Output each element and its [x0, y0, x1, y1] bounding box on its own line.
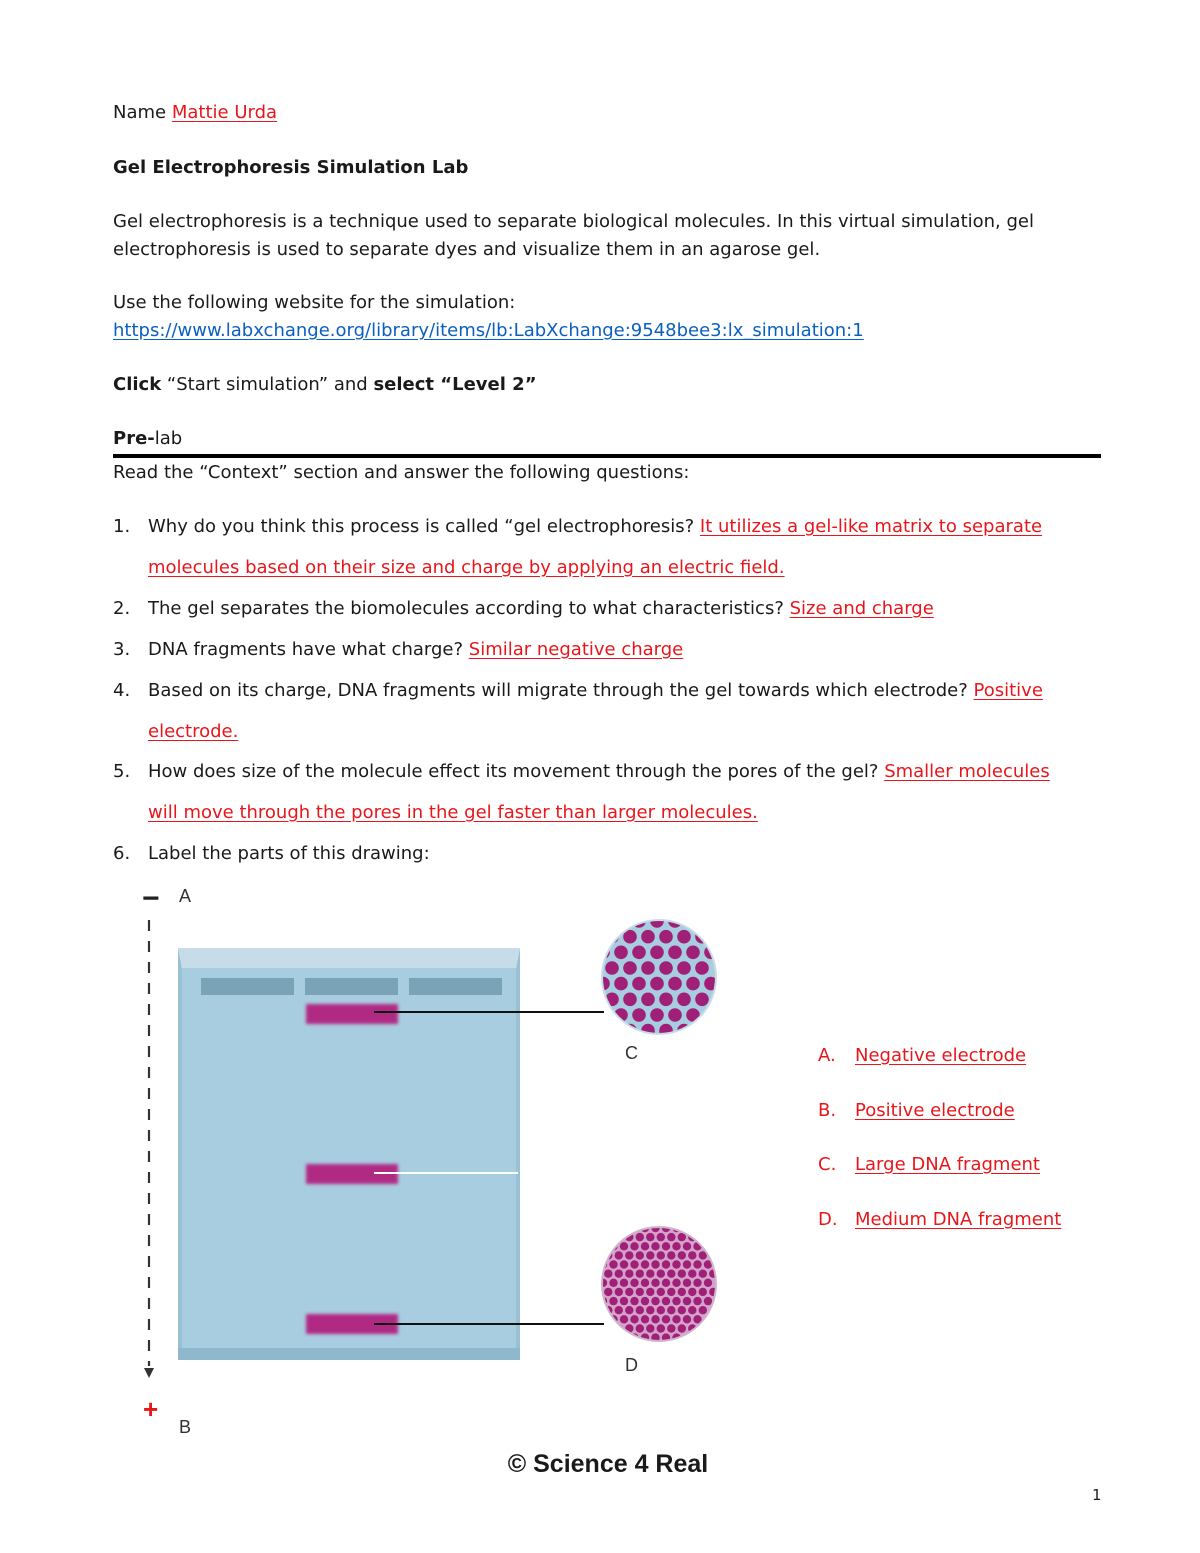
gel-pore-dot [615, 1251, 623, 1259]
section-divider [113, 454, 1101, 458]
diagram-label-b: B [179, 1417, 192, 1437]
gel-pore-dot [609, 1297, 617, 1305]
gel-pore-dot [630, 1315, 638, 1323]
diagram-label-a: A [179, 886, 192, 906]
gel-pore-dot [625, 1306, 633, 1314]
question-number: 4. [113, 680, 131, 701]
question-text: How does size of the molecule effect its movement through the pores of the gel? [148, 761, 879, 782]
gel-pore-dot [651, 1315, 659, 1323]
gel-pore-dot [605, 961, 619, 975]
label-answer-text: Large DNA fragment [855, 1154, 1040, 1175]
gel-pore-dot [651, 1242, 659, 1250]
gel-pore-dot [667, 1251, 675, 1259]
gel-pore-dot [646, 1270, 654, 1278]
gel-pore-dot [699, 1270, 707, 1278]
gel-pore-dot [688, 1251, 696, 1259]
gel-pore-dot [615, 1288, 623, 1296]
gel-pore-dot [672, 1297, 680, 1305]
gel-pore-dot [662, 1297, 670, 1305]
migration-arrow-head [144, 1368, 154, 1378]
gel-pore-dot [646, 1233, 654, 1241]
gel-pore-dot [636, 1270, 644, 1278]
gel-pore-dot [672, 1242, 680, 1250]
gel-pore-dot [678, 1306, 686, 1314]
gel-pore-dot [625, 1251, 633, 1259]
gel-pore-dot [657, 1288, 665, 1296]
gel-pore-dot [615, 1270, 623, 1278]
gel-pore-dot [659, 993, 673, 1007]
label-answer-text: Medium DNA fragment [855, 1209, 1062, 1230]
question-number: 5. [113, 761, 131, 782]
gel-pore-dot [641, 1297, 649, 1305]
gel-pore-dot [678, 1288, 686, 1296]
dna-band-large [306, 1004, 398, 1024]
gel-pore-dot [641, 1024, 655, 1038]
gel-pore-dot [695, 961, 709, 975]
gel-pore-dot [604, 1270, 612, 1278]
gel-pore-dot [614, 946, 628, 960]
negative-sign: − [142, 882, 160, 915]
page-title: Gel Electrophoresis Simulation Lab [113, 157, 469, 178]
gel-pore-dot [641, 961, 655, 975]
gel-pore-dot [625, 1270, 633, 1278]
gel-pore-dot [636, 1288, 644, 1296]
gel-pore-dot [668, 946, 682, 960]
gel-pore-dot [604, 1288, 612, 1296]
gel-pore-dot [686, 977, 700, 991]
gel-pore-dot [662, 1242, 670, 1250]
positive-sign: + [143, 1394, 159, 1424]
gel-pore-dot [699, 1288, 707, 1296]
question-number: 3. [113, 639, 131, 660]
well-2 [305, 978, 398, 995]
gel-pore-dot [695, 930, 709, 944]
gel-pore-dot [688, 1306, 696, 1314]
gel-pore-dot [641, 1279, 649, 1287]
gel-pore-dot [615, 1306, 623, 1314]
gel-pore-dot [667, 1306, 675, 1314]
gel-pore-dot [641, 993, 655, 1007]
gel-pore-dot [659, 1024, 673, 1038]
gel-pore-dot [668, 977, 682, 991]
gel-pore-dot [630, 1260, 638, 1268]
gel-pore-dot [623, 993, 637, 1007]
gel-pore-dot [659, 930, 673, 944]
copyright-footer: © Science 4 Real [507, 1450, 709, 1478]
gel-pore-dot [677, 961, 691, 975]
answer-text: Similar negative charge [468, 639, 684, 660]
question-number: 2. [113, 598, 131, 619]
prelab-instructions: Read the “Context” section and answer the following questions: [113, 462, 690, 483]
gel-pore-dot [630, 1297, 638, 1305]
answer-text: Size and charge [789, 598, 934, 619]
answer-text: Positive [973, 680, 1043, 701]
gel-pore-dot [695, 993, 709, 1007]
gel-pore-dot [683, 1315, 691, 1323]
diagram-label-c: C [625, 1043, 638, 1063]
gel-pore-dot [609, 1279, 617, 1287]
gel-pore-dot [688, 1288, 696, 1296]
gel-pore-dot [693, 1297, 701, 1305]
label-letter: D. [818, 1209, 838, 1230]
website-label: Use the following website for the simulation: [113, 292, 516, 313]
answer-text: Smaller molecules [884, 761, 1050, 782]
gel-pore-dot [646, 1251, 654, 1259]
gel-pore-dot [609, 1260, 617, 1268]
gel-pore-dot [651, 1279, 659, 1287]
gel-pore-dot [632, 977, 646, 991]
gel-pore-dot [650, 1008, 664, 1022]
question-text: The gel separates the biomolecules according to what characteristics? [148, 598, 784, 619]
gel-pore-dot [672, 1279, 680, 1287]
gel-pore-dot [636, 1233, 644, 1241]
question-number: 6. [113, 843, 131, 864]
gel-pore-dot [641, 1315, 649, 1323]
gel-pore-dot [688, 1270, 696, 1278]
gel-pore-dot [630, 1242, 638, 1250]
gel-pore-dot [651, 1260, 659, 1268]
gel-pore-dot [632, 1008, 646, 1022]
gel-pore-dot [662, 1315, 670, 1323]
gel-diagram-svg [130, 880, 750, 1440]
gel-pore-dot [678, 1251, 686, 1259]
prelab-pre: Pre- [113, 428, 155, 449]
intro-line-1: Gel electrophoresis is a technique used to separate biological molecules. In this virtual simulation, gel [113, 211, 1034, 232]
instruction-line [113, 374, 537, 395]
gel-pore-dot [677, 930, 691, 944]
gel-pore-dot [657, 1233, 665, 1241]
label-answer-text: Negative electrode [855, 1045, 1027, 1066]
gel-pore-dot [667, 1288, 675, 1296]
gel-pore-dot [699, 1306, 707, 1314]
gel-pore-dot [693, 1260, 701, 1268]
gel-pore-zoom-small [599, 1224, 718, 1342]
prelab-lab: lab [154, 428, 183, 449]
gel-pore-dot [683, 1279, 691, 1287]
gel-pore-dot [683, 1297, 691, 1305]
gel-pore-dot [659, 961, 673, 975]
gel-pore-dot [683, 1260, 691, 1268]
gel-pore-dot [657, 1270, 665, 1278]
gel-pore-dot [630, 1279, 638, 1287]
gel-pore-dot [677, 993, 691, 1007]
answer-text-continued: will move through the pores in the gel faster than larger molecules. [148, 802, 758, 823]
intro-line-2: electrophoresis is used to separate dyes and visualize them in an agarose gel. [113, 239, 821, 260]
answer-text-continued: molecules based on their size and charge by applying an electric field. [148, 557, 785, 578]
gel-pore-zoom-large [596, 914, 718, 1037]
question-text: Why do you think this process is called “gel electrophoresis? [148, 516, 695, 537]
label-answer-text: Positive electrode [855, 1100, 1015, 1121]
gel-pore-dot [641, 1260, 649, 1268]
gel-pore-dot [650, 946, 664, 960]
gel-pore-dot [662, 1260, 670, 1268]
well-1 [201, 978, 294, 995]
gel-pore-dot [668, 1008, 682, 1022]
gel-pore-dot [657, 1251, 665, 1259]
gel-pore-dot [614, 977, 628, 991]
answer-text-continued: electrode. [148, 721, 239, 742]
simulation-link[interactable]: https://www.labxchange.org/library/items/lb:LabXchange:9548bee3:lx_simulation:1 [113, 320, 864, 341]
gel-pore-dot [623, 961, 637, 975]
question-text: DNA fragments have what charge? [148, 639, 464, 660]
question-text: Label the parts of this drawing: [148, 843, 430, 864]
gel-pore-dot [620, 1297, 628, 1305]
gel-pore-dot [620, 1242, 628, 1250]
gel-pore-dot [650, 977, 664, 991]
gel-pore-dot [667, 1324, 675, 1332]
gel-diagram [130, 880, 750, 1440]
gel-pore-dot [646, 1288, 654, 1296]
gel-pore-dot [672, 1315, 680, 1323]
question-text: Based on its charge, DNA fragments will migrate through the gel towards which electrode? [148, 680, 968, 701]
gel-pore-dot [632, 946, 646, 960]
name-label: Name [113, 102, 167, 123]
name-line [113, 102, 277, 123]
label-letter: B. [818, 1100, 837, 1121]
gel-pore-dot [651, 1297, 659, 1305]
gel-pore-dot [636, 1306, 644, 1314]
question-number: 1. [113, 516, 131, 537]
gel-pore-dot [704, 1279, 712, 1287]
start-text: “Start simulation” and [161, 374, 374, 395]
gel-pore-dot [657, 1324, 665, 1332]
gel-pore-dot [662, 1279, 670, 1287]
gel-pore-dot [620, 1315, 628, 1323]
gel-pore-dot [678, 1270, 686, 1278]
gel-pore-dot [704, 1297, 712, 1305]
gel-pore-dot [672, 1260, 680, 1268]
gel-pore-dot [667, 1233, 675, 1241]
gel-pore-dot [641, 1242, 649, 1250]
well-3 [409, 978, 502, 995]
gel-pore-dot [636, 1251, 644, 1259]
select-level: select “Level 2” [373, 374, 537, 395]
gel-pore-dot [657, 1306, 665, 1314]
gel-pore-dot [620, 1260, 628, 1268]
prelab-heading [113, 428, 182, 449]
label-letter: C. [818, 1154, 837, 1175]
gel-pore-dot [646, 1306, 654, 1314]
click-word: Click [113, 374, 162, 395]
gel-pore-dot [636, 1324, 644, 1332]
gel-pore-dot [683, 1242, 691, 1250]
label-letter: A. [818, 1045, 836, 1066]
gel-pore-dot [605, 930, 619, 944]
gel-pore-dot [620, 1279, 628, 1287]
gel-pore-dot [641, 930, 655, 944]
diagram-label-d: D [625, 1355, 638, 1375]
gel-pore-dot [693, 1279, 701, 1287]
student-name: Mattie Urda [171, 102, 278, 123]
answer-text: It utilizes a gel-like matrix to separate [699, 516, 1043, 537]
gel-pore-dot [678, 1324, 686, 1332]
gel-pore-dot [625, 1288, 633, 1296]
gel-pore-dot [667, 1270, 675, 1278]
gel-pore-dot [646, 1324, 654, 1332]
page-number: 1 [1092, 1486, 1102, 1504]
gel-pore-dot [686, 946, 700, 960]
